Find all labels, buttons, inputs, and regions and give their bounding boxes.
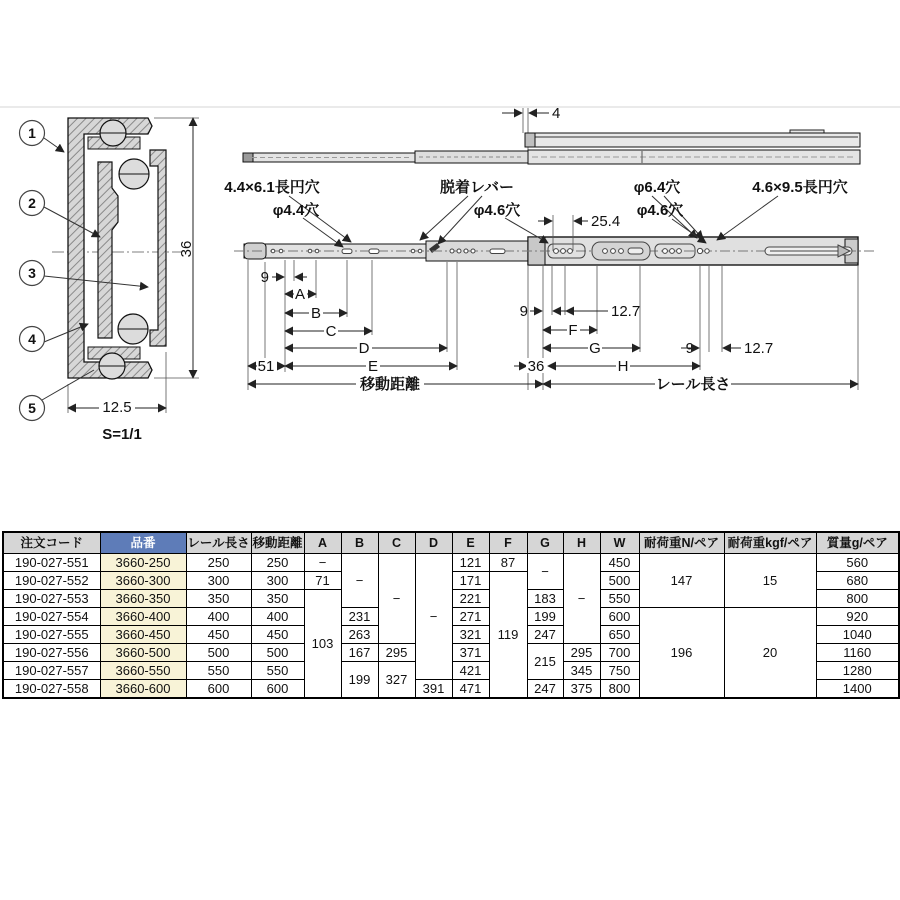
- cell: 190-027-551: [3, 554, 100, 572]
- cell: 3660-550: [100, 662, 186, 680]
- cell: 650: [600, 626, 639, 644]
- spec-table: [2, 531, 900, 699]
- cell: 196: [639, 608, 724, 699]
- cell: 263: [341, 626, 378, 644]
- balloon-4: 4: [28, 331, 36, 347]
- cell: 800: [600, 680, 639, 699]
- cell: 231: [341, 608, 378, 626]
- col-header-loadN: 耐荷重N/ペア: [639, 532, 724, 554]
- cell: 3660-250: [100, 554, 186, 572]
- cell: 250: [186, 554, 251, 572]
- dim-9-right1: 9: [519, 303, 528, 320]
- cell: 421: [452, 662, 489, 680]
- cell: 1280: [816, 662, 899, 680]
- cell: −: [415, 554, 452, 680]
- cell: 3660-300: [100, 572, 186, 590]
- cell: 221: [452, 590, 489, 608]
- cell: 190-027-552: [3, 572, 100, 590]
- cell: 103: [304, 590, 341, 699]
- cell: 600: [186, 680, 251, 699]
- dim-H: H: [617, 358, 629, 375]
- dim-C: C: [325, 323, 337, 340]
- cell: 350: [186, 590, 251, 608]
- dim-D: D: [358, 340, 370, 357]
- col-header-travel: 移動距離: [251, 532, 304, 554]
- cell: 247: [527, 626, 563, 644]
- dim-9-right2: 9: [685, 340, 694, 357]
- col-header-D: D: [415, 532, 452, 554]
- cell: 750: [600, 662, 639, 680]
- label-hole-46-left: φ4.6穴: [473, 202, 521, 219]
- dim-F: F: [568, 322, 578, 339]
- cell: 20: [724, 608, 816, 699]
- dim-A: A: [294, 286, 306, 303]
- col-header-G: G: [527, 532, 563, 554]
- cell: 920: [816, 608, 899, 626]
- balloon-3: 3: [28, 265, 36, 281]
- cell: −: [563, 554, 600, 644]
- svg-text:36: 36: [177, 240, 195, 258]
- dim-pitch: 25.4: [591, 213, 621, 230]
- dim-B: B: [310, 305, 322, 322]
- cell: 500: [186, 644, 251, 662]
- col-header-A: A: [304, 532, 341, 554]
- cell: 321: [452, 626, 489, 644]
- cell: −: [341, 554, 378, 608]
- cell: 295: [563, 644, 600, 662]
- cross-section-diagram: [20, 118, 200, 443]
- col-header-mass: 質量g/ペア: [816, 532, 899, 554]
- cell: 1040: [816, 626, 899, 644]
- col-header-H: H: [563, 532, 600, 554]
- cell: 560: [816, 554, 899, 572]
- cell: −: [304, 554, 341, 572]
- col-header-part: 品番: [100, 532, 186, 554]
- cell: 190-027-553: [3, 590, 100, 608]
- dim-offset-4: 4: [552, 105, 561, 122]
- cell: 167: [341, 644, 378, 662]
- cell: 400: [186, 608, 251, 626]
- cell: 171: [452, 572, 489, 590]
- dim-51: 51: [257, 358, 275, 375]
- cell: 400: [251, 608, 304, 626]
- intermediate-member-section: [98, 162, 118, 338]
- cell: 190-027-554: [3, 608, 100, 626]
- cell: 71: [304, 572, 341, 590]
- cell: 1400: [816, 680, 899, 699]
- collapsed-rail-view: [243, 105, 860, 164]
- inner-member-section: [150, 150, 166, 346]
- balloon-5: 5: [28, 400, 36, 416]
- cell: 121: [452, 554, 489, 572]
- cell: 471: [452, 680, 489, 699]
- cell: 295: [378, 644, 415, 662]
- cell: 550: [251, 662, 304, 680]
- cell: 450: [600, 554, 639, 572]
- col-header-C: C: [378, 532, 415, 554]
- cell: 190-027-555: [3, 626, 100, 644]
- cell: 600: [600, 608, 639, 626]
- cell: 391: [415, 680, 452, 699]
- cell: 327: [378, 662, 415, 699]
- cell: 271: [452, 608, 489, 626]
- label-release-lever: 脱着レバー: [440, 179, 514, 196]
- cell: 800: [816, 590, 899, 608]
- upper-closed-rail: [525, 133, 860, 147]
- col-header-B: B: [341, 532, 378, 554]
- dim-rail-length: レール長さ: [655, 376, 731, 393]
- cell: 147: [639, 554, 724, 608]
- cell: 250: [251, 554, 304, 572]
- svg-text:12.5: 12.5: [102, 399, 132, 416]
- dimension-rows: [248, 269, 858, 393]
- label-slot-small: 4.4×6.1長円穴: [224, 179, 320, 196]
- cell: −: [378, 554, 415, 644]
- balloon-1: 1: [28, 125, 36, 141]
- dim-12-7-b: 12.7: [744, 340, 774, 357]
- dim-E: E: [367, 358, 379, 375]
- dim-36: 36: [527, 358, 545, 375]
- cell: 119: [489, 572, 527, 699]
- cell: 450: [186, 626, 251, 644]
- col-header-F: F: [489, 532, 527, 554]
- cell: 3660-600: [100, 680, 186, 699]
- lower-closed-rail: [243, 150, 860, 164]
- dim-12-7-a: 12.7: [611, 303, 641, 320]
- cell: 345: [563, 662, 600, 680]
- cell: 3660-350: [100, 590, 186, 608]
- cell: 375: [563, 680, 600, 699]
- cell: 500: [251, 644, 304, 662]
- cell: 3660-450: [100, 626, 186, 644]
- cell: 300: [251, 572, 304, 590]
- extension-lines: [248, 260, 858, 390]
- col-header-E: E: [452, 532, 489, 554]
- cell: 15: [724, 554, 816, 608]
- dim-G: G: [589, 340, 601, 357]
- cell: 190-027-558: [3, 680, 100, 699]
- cell: −: [527, 554, 563, 590]
- header-row: [3, 532, 899, 554]
- cell: 190-027-556: [3, 644, 100, 662]
- cell: 87: [489, 554, 527, 572]
- col-header-code: 注文コード: [3, 532, 100, 554]
- col-header-loadKgf: 耐荷重kgf/ペア: [724, 532, 816, 554]
- col-header-W: W: [600, 532, 639, 554]
- cell: 199: [527, 608, 563, 626]
- col-header-rail: レール長さ: [186, 532, 251, 554]
- cell: 371: [452, 644, 489, 662]
- cell: 190-027-557: [3, 662, 100, 680]
- cell: 3660-500: [100, 644, 186, 662]
- cell: 215: [527, 644, 563, 680]
- cell: 550: [600, 590, 639, 608]
- cell: 500: [600, 572, 639, 590]
- label-hole-44: φ4.4穴: [272, 202, 320, 219]
- cell: 3660-400: [100, 608, 186, 626]
- dim-9-left: 9: [260, 269, 269, 286]
- balloon-2: 2: [28, 195, 36, 211]
- cell: 450: [251, 626, 304, 644]
- dim-travel-distance: 移動距離: [359, 376, 421, 393]
- table-row: [3, 554, 899, 572]
- scale-label: S=1/1: [102, 426, 142, 443]
- cell: 199: [341, 662, 378, 699]
- cell: 350: [251, 590, 304, 608]
- label-hole-64: φ6.4穴: [633, 179, 681, 196]
- cell: 680: [816, 572, 899, 590]
- cell: 700: [600, 644, 639, 662]
- cell: 1160: [816, 644, 899, 662]
- cell: 247: [527, 680, 563, 699]
- label-slot-large: 4.6×9.5長円穴: [752, 179, 848, 196]
- cell: 600: [251, 680, 304, 699]
- extended-rail-view: [224, 178, 875, 393]
- cell: 183: [527, 590, 563, 608]
- label-hole-46-right: φ4.6穴: [636, 202, 684, 219]
- cell: 550: [186, 662, 251, 680]
- cell: 300: [186, 572, 251, 590]
